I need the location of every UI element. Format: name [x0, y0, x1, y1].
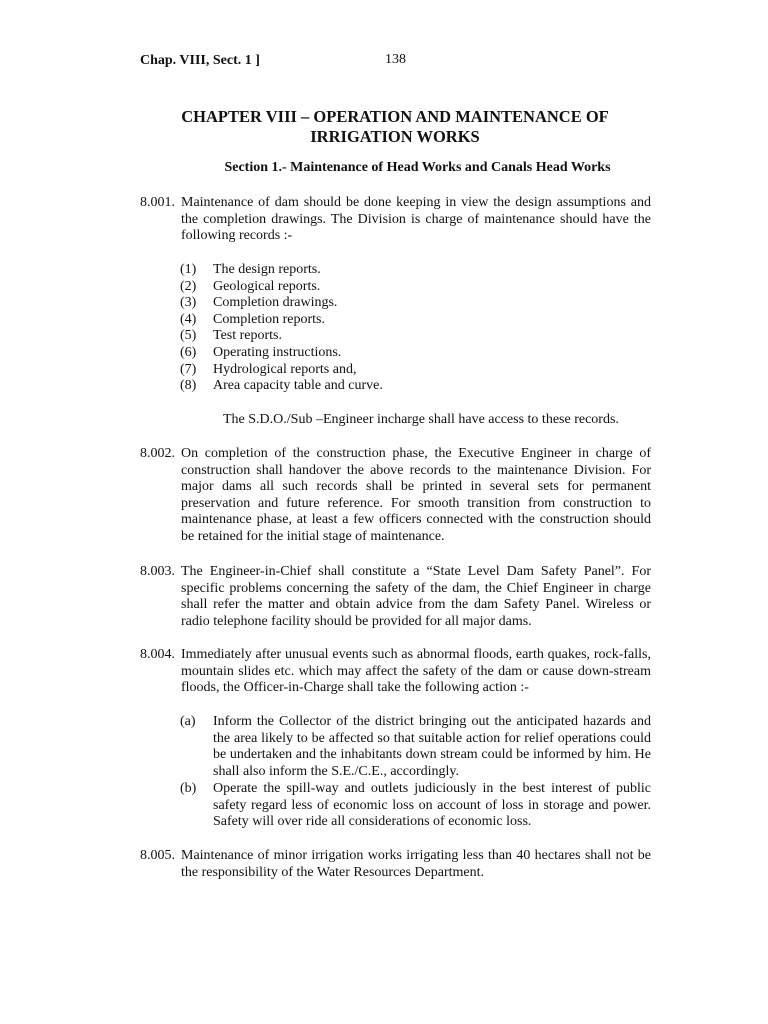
list-marker: (8)	[180, 378, 197, 394]
action-text: Operate the spill-way and outlets judiciously in the best interest of public safety regard less of economic loss on account of loss in storage and power. Safety will over ride all considerations of economic loss.	[213, 781, 651, 830]
list-marker: (3)	[180, 295, 197, 311]
paragraph-8005	[140, 848, 651, 881]
section-heading: Section 1.- Maintenance of Head Works and Canals Head Works	[224, 160, 611, 175]
list-item-text: Operating instructions.	[213, 344, 342, 360]
list-marker: (6)	[180, 344, 197, 360]
paragraph-number: 8.001.	[140, 195, 175, 210]
paragraph-text: Immediately after unusual events such as abnormal floods, earth quakes, rock-falls, mountain slides etc. which may affect the safety of the dam or cause down-stream floods, the Officer-in-Charge shall take the following action :-	[181, 647, 651, 696]
action-marker: (b)	[180, 781, 197, 796]
chapter-title	[140, 107, 650, 147]
list-marker: (7)	[180, 361, 197, 377]
list-item-text: Completion reports.	[213, 311, 325, 327]
access-note: The S.D.O./Sub –Engineer incharge shall have access to these records.	[223, 412, 619, 427]
action-text: Inform the Collector of the district bringing out the anticipated hazards and the area likely to be affected so that suitable action for relief operations could be undertaken and the inhabitants down stream could be informed by him. He shall also inform the S.E./C.E., accordingly.	[213, 714, 651, 779]
paragraph-number: 8.002.	[140, 446, 175, 461]
list-item-text: Completion drawings.	[213, 295, 338, 311]
paragraph-text: Maintenance of minor irrigation works irrigating less than 40 hectares shall not be the responsibility of the Water Resources Department.	[181, 848, 651, 880]
action-item-a	[180, 714, 651, 780]
list-marker: (2)	[180, 278, 197, 294]
action-marker: (a)	[180, 714, 196, 729]
list-marker: (4)	[180, 311, 197, 327]
page-number: 138	[385, 52, 406, 67]
chapter-reference: Chap. VIII, Sect. 1 ]	[140, 53, 260, 68]
paragraph-text: The Engineer-in-Chief shall constitute a “State Level Dam Safety Panel”. For specific problems concerning the safety of the dam, the Chief Engineer in charge shall refer the matter and obtain advice from the dam Safety Panel. Wireless or radio telephone facility should be provided for all major dams.	[181, 564, 651, 629]
paragraph-number: 8.004.	[140, 647, 175, 662]
list-item-text: Area capacity table and curve.	[213, 378, 383, 394]
paragraph-8001	[140, 195, 651, 245]
paragraph-8002	[140, 446, 651, 546]
paragraph-text: Maintenance of dam should be done keeping in view the design assumptions and the completion drawings. The Division is charge of maintenance should have the following records :-	[181, 195, 651, 244]
paragraph-8003	[140, 564, 651, 630]
chapter-title-line-2: IRRIGATION WORKS	[310, 127, 480, 146]
list-item-text: The design reports.	[213, 262, 321, 277]
list-item-text: Hydrological reports and,	[213, 361, 357, 377]
paragraph-number: 8.003.	[140, 564, 175, 579]
list-item-text: Test reports.	[213, 328, 283, 344]
chapter-title-line-1: CHAPTER VIII – OPERATION AND MAINTENANCE OF	[181, 107, 609, 126]
list-marker: (1)	[180, 262, 197, 277]
action-item-b	[180, 781, 651, 831]
list-item-text: Geological reports.	[213, 278, 321, 294]
paragraph-text: On completion of the construction phase, the Executive Engineer in charge of construction shall handover the above records to the maintenance Division. For major dams all such records shall be printed in several sets for permanent preservation and future reference. For smooth transition from construction to maintenance phase, at least a few officers connected with the construction should be retained for the initial stage of maintenance.	[181, 446, 651, 544]
paragraph-number: 8.005.	[140, 848, 175, 863]
paragraph-8004	[140, 647, 651, 697]
list-marker: (5)	[180, 328, 197, 344]
